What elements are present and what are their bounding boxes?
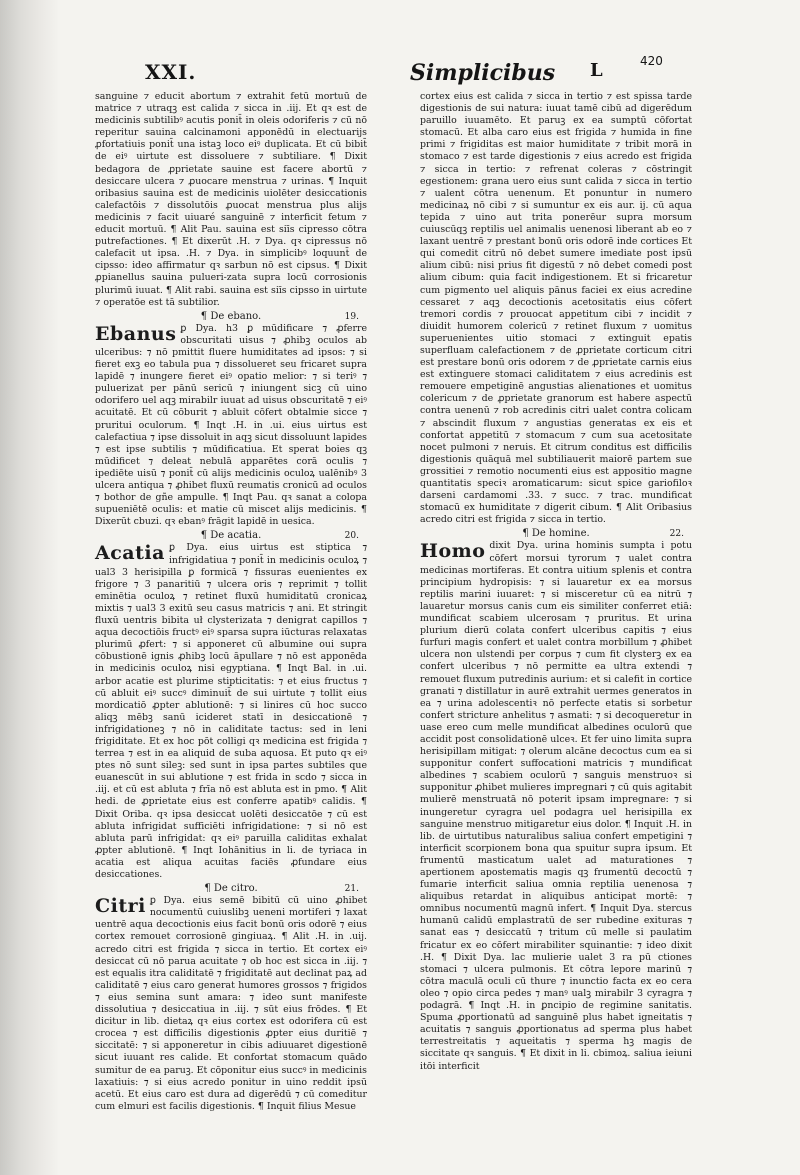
section-number: 21.: [344, 884, 359, 895]
entry-text: dixit Dya. urina hominis sumpta i potu cōfert morsui tyrorum ⁊ ualet contra medicinas mortiferas. Et contra uitium splenis et contra principium hydropisis: ⁊ si lauaretur ex ea morsus reptilis marini iuuaret: ⁊ si misceretur cū ea nitrū ⁊ lauaretur morsus canis cum eis similiter conferret etiā: mundificat scabiem ulcerosam ⁊ pruritus. Et urina plurium dierū colata confert ulceribus capitis ⁊ eius furfuri magis confert et ualet contra morbillum ⁊ ꝓhibet ulcera non ulstendi per corpus ⁊ cum fit clysterꝫ ex ea confert ulceribus ⁊ nō permitte ea ultra extendi ⁊ remouet fluxum putredinis aurium: et si calefit in cortice granati ⁊ distillatur in aurē extrahit uermes generatos in ea ⁊ urina adolescentiꝛ nō perfecte etatis si sorbetur confert stricture anhelitus ⁊ asmati: ⁊ si decoqueretur in uase ereo cum melle mundificat albedines oculorū que accidit post consolidationē ulceꝛ. Et fer uino limita supra herisipillam mitigat: ⁊ olerum alcāne decoctus cum ea si supponitur confert suffocationi matricis ⁊ mundificat albedines ⁊ scabiem oculorū ⁊ sanguis menstruoꝛ si supponitur ꝓhibet mulieres impregnari ⁊ cū quis agitabit mulierē menstruatā nō poterit ipsam impregnare: ⁊ si inungeretur cyragra uel podagra uel herisipilla ex sanguine menstruo mitigaretur eius dolor. ¶ Inquit .H. in lib. de uirtutibus naturalibus saliua confert empetigini ⁊ interficit scorpionem bona qua spuitur supra ipsum. Et frumentū masticatum ualet ad maturationes ⁊ apertionem apostematis magis qꝫ frumentū decoctū ⁊ fumarie interficit saliua omnia reptilia uenenosa ⁊ aliquibus retardat in aliquibus anticipat mortē: ⁊ omnibus nocumentū magnū infert. ¶ Inquit Dya. stercus humanū calidū emplastratū de ser rubedine exituras ⁊ sanat eas ⁊ desiccatū ⁊ tritum cū melle si paulatim fricatur ex eo cōfert mirabiliter squinantie: ⁊ ideo dixit .H. ¶ Dixit Dya. lac mulierie ualet 3 ra pū ctiones stomaci ⁊ ulcera pulmonis. Et cōtra lepore marinū ⁊ cōtra maculā oculi cū thure ⁊ inunctio facta ex eo cera oleo ⁊ opio circa pedes ⁊ manꝰ ualꝫ mirabilr 3 cyragra ⁊ podagrā. ¶ Inqt .H. in ꝑncipio de regimine sanitatis. Spuma ꝓportionatū ad sanguinē plus habet igneitatis ⁊ acuitatis ⁊ sanguis ꝓportionatus ad sperma plus habet terrestreitatis ⁊ aqueitatis ⁊ sperma hꝫ magis de siccitate qꝛ sanguis. ¶ Et dixit in li. cbimoꝝ. saliua ieiuni itōi interficit: [420, 540, 692, 1072]
section-title: ¶ De ebano.: [200, 310, 262, 322]
running-head-book-number: XXI.: [145, 60, 197, 84]
lemma-citri: Citri: [95, 895, 146, 918]
entry-text: ꝑ Dya. eius uirtus est stiptica ⁊ infrigidatiua ⁊ ponit̄ in medicinis oculoꝝ ⁊ ual3 3 herisipilla ꝑ formicā ⁊ fissuras euenientes ex frigore ⁊ 3 panaritiū ⁊ ulcera oris ⁊ reprimit ⁊ tollit eminētia oculoꝝ ⁊ retinet fluxū humiditatū cronicaꝝ mixtis ⁊ ual3 3 exitū seu casus matricis ⁊ ani. Et stringit fluxū uentris bibita uł clysterizata ⁊ denigrat capillos ⁊ aqua decoctiōis fructꝰ eiꝰ sparsa supra iūcturas relaxatas plurimū ꝓfert: ⁊ si apponeret cū albumine oui supra cōbustionē ignis ꝓhibꝫ locū āpullare ⁊ nō est apponēda in medicinis oculoꝝ nisi egyptiana. ¶ Inqt Bal. in .ui. arbor acatie est plurime stipticitatis: ⁊ et eius fructus ⁊ cū abluit eiꝰ succꝰ diminuit̄ de sui uirtute ⁊ tollit eius mordicatiō ꝓpter ablutionē: ⁊ si linires cū hoc succo aliqꝫ mēbꝫ sanū icideret statī in desiccationē ⁊ infrigidationeꝫ ⁊ nō in caliditate tactus: sed in leni frigiditate. Et ex hoc pōt colligi qꝛ medicina est frigida ⁊ terrea ⁊ est in ea aliquid de suba aquosa. Et puto qꝛ eiꝰ ptes nō sunt sileꝫ: sed sunt in ipsa partes subtiles que euanescūt in sui ablutione ⁊ est frida in scdo ⁊ sicca in .iij. et cū est abluta ⁊ frīa nō est abluta est in pmo. ¶ Alit hedi. de ꝓprietate eius est conferre apatibꝰ calidis. ¶ Dixit Oriba. qꝛ ipsa desiccat uolēti desiccatōe ⁊ cū est abluta infrigidat sufficiēti infrigidatione: ⁊ si nō est abluta parū infrigidat: qꝛ eiꝰ paruilla caliditas exhalat ꝓpter ablutionē. ¶ Inqt Iohānitius in li. de tyriaca in acatia est aliqua acuitas faciēs ꝓfundare eius desiccationes.: [95, 542, 367, 880]
paragraph-sauina-continued: sanguine ⁊ educit abortum ⁊ extrahit fetū mortuū de matrice ⁊ utraqꝫ est calida ⁊ sicca in .iij. Et qꝛ est de medicinis subtilibꝰ acutis ponit̄ in oleis odoriferis ⁊ cū nō reperitur sauina calcinamoni apponēdū in electuarijs ꝓfortatiuis ponit̄ una istaꝫ loco eiꝰ duplicata. Et cū bibit̄ de eiꝰ uirtute est dissoluere ⁊ subtiliare. ¶ Dixit bedagora de ꝓprietate sauine est facere abortū ⁊ desiccare ulcera ⁊ ꝓuocare menstrua ⁊ urinas. ¶ Inquit oribasius sauina est de medicinis uiolēter desiccationis calefactōis ⁊ dissolutōis ꝓuocat menstrua plus alijs medicinis ⁊ facit uiuaré sanguinē ⁊ interficit fetum ⁊ educit mortuū. ¶ Alit Pau. sauina est siīs cipresso cōtra putrefactiones. ¶ Et dixerūt .H. ⁊ Dya. qꝛ cipressus nō calefacit ut ipsa. .H. ⁊ Dya. in simplicibꝰ loquunt̄ de cipsso: ideo affirmatur qꝛ sarbun nō est cipsus. ¶ Dixit ꝓpianellus sauina pulueri-zata supra locū corrosionis plurimū iuuat. ¶ Alit rabi. sauina est siīs cipsso in uirtute ⁊ operatōe est tā subtilior.: [95, 91, 367, 308]
lemma-ebanus: Ebanus: [95, 322, 177, 345]
section-heading-ebano: [95, 311, 367, 323]
right-text-column: [420, 91, 692, 1072]
section-number: 22.: [669, 529, 684, 540]
entry-ebanus: [95, 323, 367, 529]
lemma-homo: Homo: [420, 540, 486, 563]
section-title: ¶ De citro.: [204, 883, 258, 895]
paragraph-citri-continued: cortex eius est calida ⁊ sicca in tertio ⁊ est spissa tarde digestionis de sui natura: iuuat tamē cibū ad digerēdum paruillo iuuamēto. Et paruꝫ ex ea sumptū cōfortat stomacū. Et alba caro eius est frigida ⁊ humida in fine primi ⁊ frigiditas est maior humiditate ⁊ tribit morā in stomaco ⁊ est tarde digestionis ⁊ eius acredo est frigida ⁊ sicca in tertio: ⁊ refrenat coleras ⁊ cōstringit egestionem: grana uero eius sunt calida ⁊ sicca in tertio ⁊ ualent cōtra uenenum. Et ponuntur in numero medicinaꝝ nō cibi ⁊ si sumuntur ex eis aur. ij. cū aqua tepida ⁊ uino aut trita ponerēur supra morsum cuiuscūqꝫ reptilis uel animalis uenenosi liberant ab eo ⁊ laxant uentrē ⁊ prestant bonū oris odorē inde cortices Et qui comedit citrū nō debet sumere imediate post ipsū alium cibū: nisi prius fit digestū ⁊ nō debet comedi post alium cibum: quia facit indigestionem. Et si fricaretur cum pigmento uel aliquis pānus faciei ex eius acredine cessaret ⁊ aqꝫ decoctionis acetositatis eius cōfert tremori cordis ⁊ prouocat appetitum cibi ⁊ incidit ⁊ diuidit humorem colericū ⁊ retinet fluxum ⁊ uomitus superuenientes uitio stomaci ⁊ extinguit epatis superfluam calefactionem ⁊ de ꝓprietate corticum citri est prestare bonū oris odorem ⁊ de ꝓprietate carnis eius est extinguere stomaci caliditatem ⁊ eius acredinis est remouere empetiginē angustias alienationes et uomitus colericum ⁊ de ꝓprietate granorum est habere aspectū contra uenenū ⁊ rob acredinis citri ualet contra colicam ⁊ abscindit fluxum ⁊ angustias generatas ex eis et confortat appetitū ⁊ stomacum ⁊ cum sua acetositate nocet pulmoni ⁊ neruis. Et citrum conditus est difficilis digestionis quāquā mel subtiliauerit maiorē partem sue grossitiei ⁊ remotio nocumenti eius est appositio magne quantitatis speciꝛ aromaticarum: sicut spice gariofiloꝛ darseni cardamomi .33. ⁊ succ. ⁊ trac. mundificat stomacū ex humiditate ⁊ digerit cibum. ¶ Alit Oribasius acredo citri est frigida ⁊ sicca in tertio.: [420, 91, 692, 526]
section-heading-homine: [420, 528, 692, 540]
folio-number: L: [590, 60, 603, 81]
running-head-title: Simplicibus: [410, 60, 556, 86]
section-number: 19.: [344, 311, 359, 322]
page-number: 420: [640, 54, 663, 68]
left-text-column: [95, 91, 367, 1112]
section-title: ¶ De acatia.: [200, 530, 262, 542]
entry-homo: [420, 540, 692, 1072]
section-heading-citro: [95, 883, 367, 895]
lemma-acatia: Acatia: [95, 542, 165, 565]
entry-citri: [95, 895, 367, 1113]
section-heading-acatia: [95, 530, 367, 542]
entry-text: ꝑ Dya. eius semē bibitū cū uino ꝓhibet nocumentū cuiuslibꝫ ueneni mortiferi ⁊ laxat uentrē aqua decoctionis eius facit bonū oris odorē ⁊ eius cortex remouet corrosionē gingiuaꝝ. ¶ Alit .H. in .uij. acredo citri est frigida ⁊ sicca in tertio. Et cortex eiꝰ desiccat cū nō parua acuitate ⁊ ob hoc est sicca in .iij. ⁊ est equalis itra caliditatē ⁊ frigiditatē aut declinat paꝝ ad caliditatē ⁊ eius caro generat humores grossos ⁊ frigidos ⁊ eius semina sunt amara: ⁊ ideo sunt manifeste dissolutiua ⁊ desiccatiua in .iij. ⁊ sūt eius frōdes. ¶ Et dicitur in lib. dietaꝝ qꝛ eius cortex est odorifera cū est crocea ⁊ est difficilis digestionis ꝓpter eius duritiē ⁊ siccitatē: ⁊ si apponeretur in cibis adiuuaret digestionē sicut iuuant res calide. Et confortat stomacum quādo sumitur de ea paruꝫ. Et cōponitur eius succꝰ in medicinis laxatiuis: ⁊ si eius acredo ponitur in uino reddit ipsū acetū. Et eius caro est dura ad digerēdū ⁊ cū comeditur cum elmuri est facilis digestionis. ¶ Inquit filius Mesue: [95, 895, 367, 1112]
section-number: 20.: [344, 531, 359, 542]
scan-gutter-shadow: [0, 0, 58, 1175]
entry-text: ꝑ Dya. h3 ꝑ mūdificare ⁊ ꝓferre obscuritati uisus ⁊ ꝓhibꝫ oculos ab ulceribus: ⁊ nō pmittit fluere humiditates ad ipsos: ⁊ si fieret exꝫ eo tabula pua ⁊ dissolueret seu fricaret supra lapidē ⁊ inungere fieret eiꝰ opatio melior: ⁊ si teriꝰ ⁊ puluerizat per pānū sericū ⁊ iniungent sicꝫ cū uino odorifero uel aqꝫ mirabilr iuuat ad uisus obscuritatē ⁊ eiꝰ acuitatē. Et cū cōburit ⁊ abluit cōfert obtalmie sicce ⁊ pruritui oculorum. ¶ Inqt .H. in .ui. eius uirtus est calefactiua ⁊ ipse dissoluit in aqꝫ sicut dissoluunt lapides ⁊ est ipse subtilis ⁊ mūdificatiua. Et sperat boies qꝫ mūdificet ⁊ deleat nebulā apparētes corā oculis ⁊ ipediēte uisū ⁊ ponit̄ cū alijs medicinis oculoꝝ ualēnibꝰ 3 ulcera antiqua ⁊ ꝓhibet fluxū reumatis cronicū ad oculos ⁊ bothor de gñe ampulle. ¶ Inqt Pau. qꝛ sanat a colopa supueniētē oculis: et matie cū miscet alijs medicinis. ¶ Dixerūt cbuzi. qꝛ ebanꝰ frāgit lapidē in uesica.: [95, 322, 367, 528]
section-title: ¶ De homine.: [522, 528, 590, 540]
entry-acatia: [95, 542, 367, 881]
